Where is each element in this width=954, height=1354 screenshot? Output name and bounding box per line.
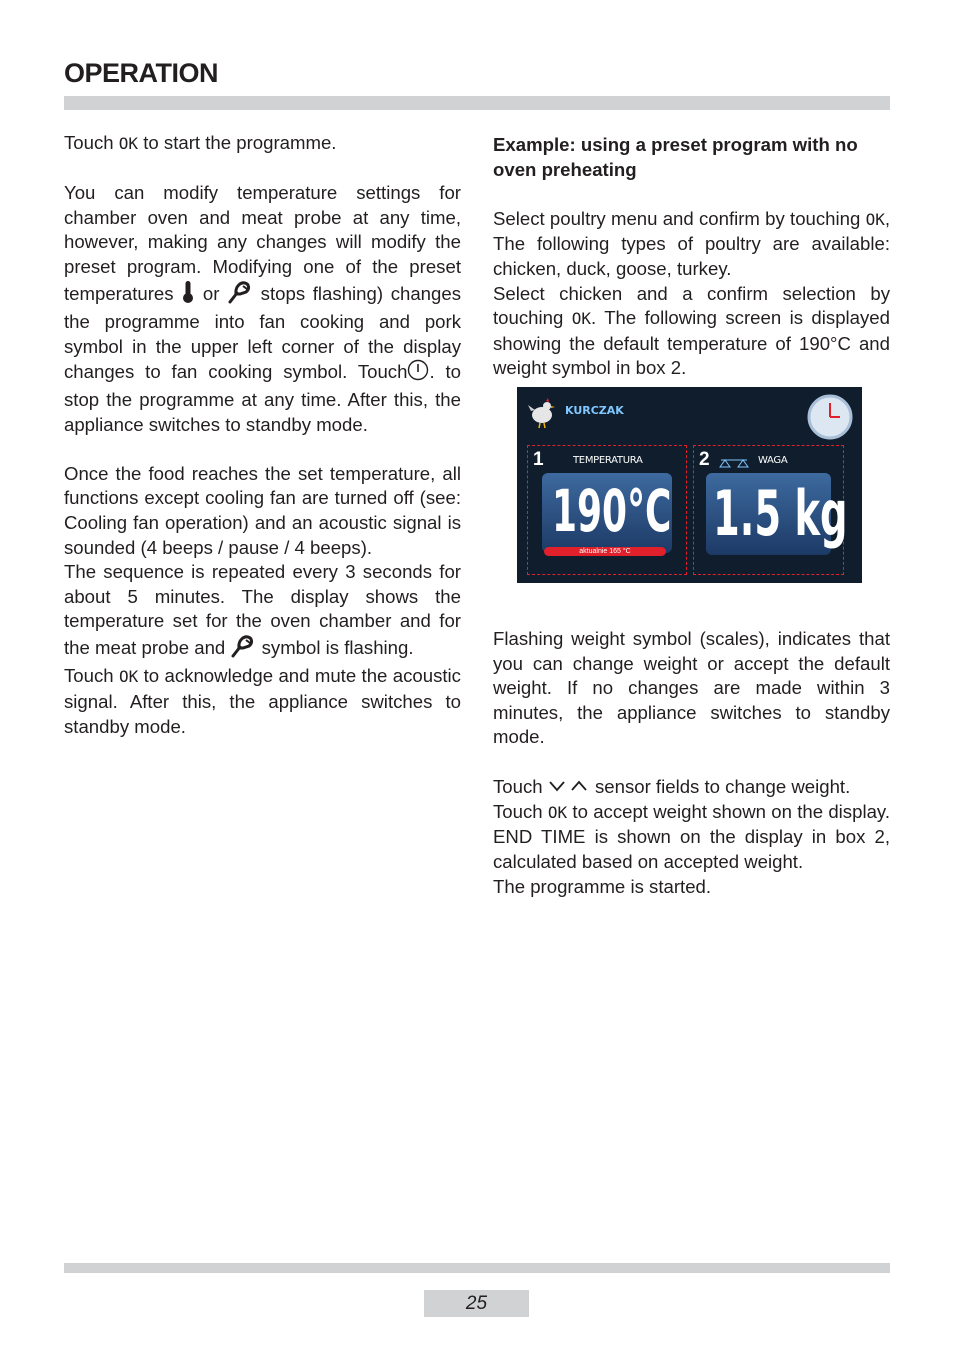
ok-key-label: OK (865, 209, 885, 229)
left-column (64, 131, 461, 739)
footer-rule (64, 1263, 890, 1273)
ok-key-label: OK (118, 134, 139, 153)
chevron-up-icon (570, 775, 590, 800)
temperature-box (527, 445, 687, 575)
ok-key-label: OK (119, 667, 139, 687)
box-label: TEMPERATURA (573, 455, 643, 466)
paragraph-change-weight: Touch sensor fields to change weight. (493, 775, 890, 800)
thermometer-icon (181, 280, 195, 311)
page-number: 25 (424, 1290, 529, 1317)
meat-probe-icon (230, 634, 256, 665)
paragraph-flashing-weight: Flashing weight symbol (scales), indicates that you can change weight or accept the default weight. If no changes are made within 3 minutes, the appliance switches to standby mode. (493, 627, 890, 748)
temperature-panel (542, 473, 672, 553)
oven-display-image (517, 387, 862, 583)
actual-temperature-bar: aktualnie 165 °C (544, 547, 666, 556)
paragraph-acknowledge: Touch OK to acknowledge and mute the acoustic signal. After this, the appliance switches to standby mode. (64, 665, 461, 737)
example-heading: Example: using a preset program with no oven preheating (493, 134, 858, 180)
paragraph-select-chicken: Select chicken and a confirm selection by touching OK. The following screen is displayed showing the default temperature of 190°C and weight symbol in box 2. (493, 282, 890, 379)
paragraph-started: The programme is started. (493, 875, 712, 897)
weight-value: 1.5 kg (713, 477, 848, 550)
paragraph-start: Touch OK to start the programme. (64, 132, 337, 153)
weight-box (693, 445, 848, 575)
chicken-icon (527, 397, 557, 434)
paragraph-accept-weight: Touch OK to accept weight shown on the display. END TIME is shown on the display in box 2, calculated based on accepted weight. (493, 800, 890, 873)
box-number: 1 (533, 449, 544, 470)
ok-key-label: OK (547, 802, 568, 822)
chevron-down-icon (548, 775, 570, 800)
power-icon (407, 359, 429, 388)
scales-icon (718, 456, 750, 474)
box-number: 2 (699, 449, 710, 470)
meat-probe-icon (227, 280, 253, 311)
box-label: WAGA (758, 455, 788, 466)
program-name: KURCZAK (565, 404, 624, 417)
temperature-value: 190°C (552, 477, 672, 545)
paragraph-select-poultry: Select poultry menu and confirm by touching OK, The following types of poultry are available: chicken, duck, goose, turkey. (493, 207, 890, 279)
weight-panel (706, 473, 848, 555)
clock-icon (806, 393, 854, 446)
page-title: OPERATION (64, 58, 219, 88)
paragraph-sequence: The sequence is repeated every 3 seconds for about 5 minutes. The display shows the temperature set for the oven chamber and for the meat probe and symbol is flashing. (64, 560, 461, 664)
paragraph-modify: You can modify temperature settings for chamber oven and meat probe at any time, however, making any changes will modify the preset program. Modifying one of the preset temperatures or stops flashing) changes the programme into fan cooking and pork symbol in the upper left corner of the display changes to fan cooking symbol. Touch . to stop the programme at any time. After this, the appliance switches to standby mode. (64, 182, 461, 435)
paragraph-temperature-reached: Once the food reaches the set temperature, all functions except cooling fan are turned off (see: Cooling fan operation) and an acoustic signal is sounded (4 beeps / pause / 4 beeps). (64, 462, 461, 558)
header-rule (64, 96, 890, 110)
ok-key-label: OK (571, 309, 591, 329)
